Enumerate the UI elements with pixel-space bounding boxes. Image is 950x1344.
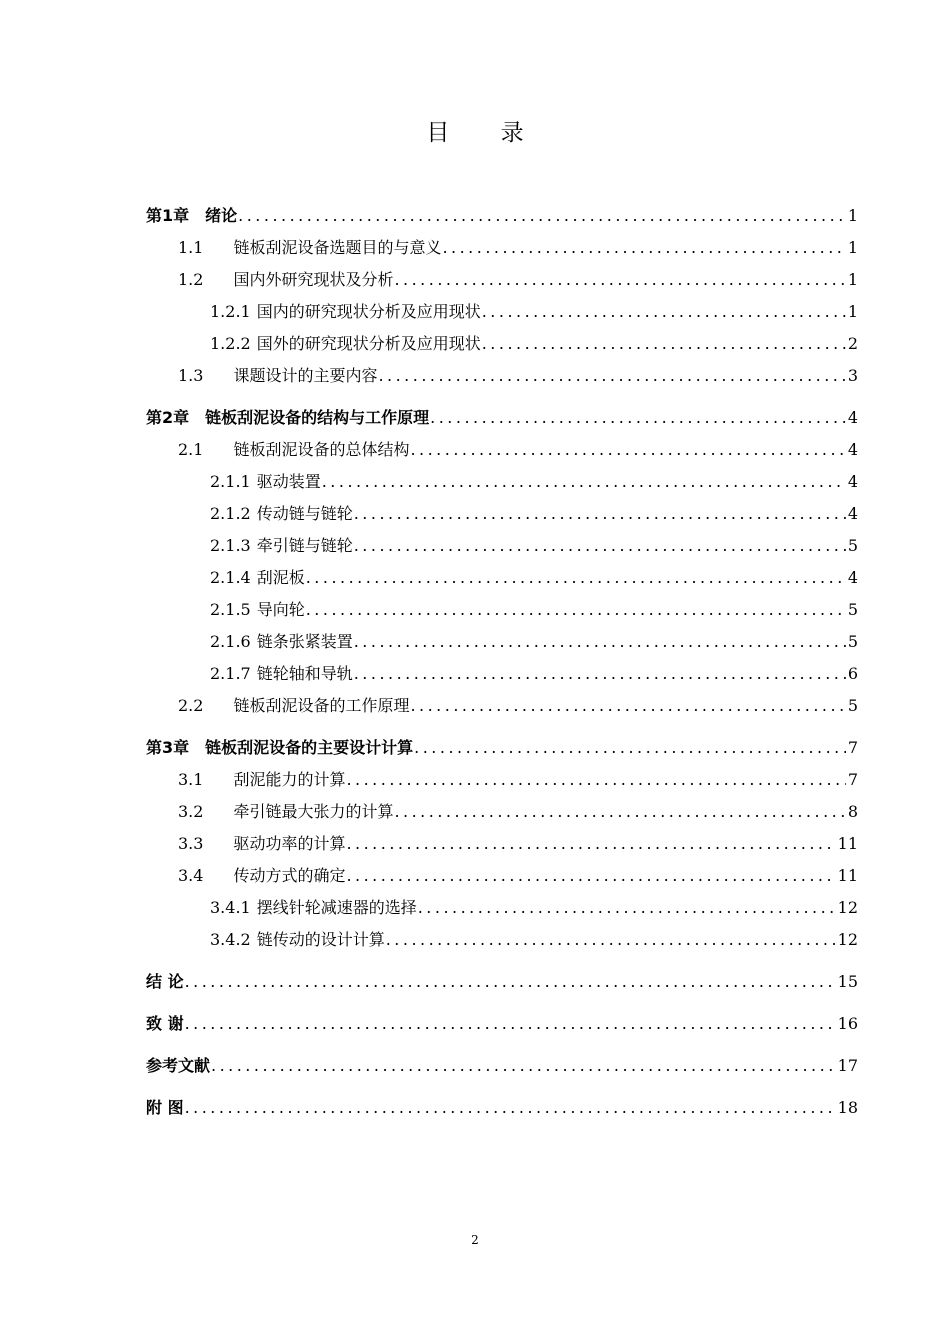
toc-entry[interactable] <box>178 796 858 822</box>
toc-entry-label <box>210 600 305 620</box>
toc-entry[interactable] <box>210 530 858 556</box>
dot-leader <box>346 866 835 886</box>
toc-entry[interactable] <box>146 1050 858 1076</box>
toc-entry-page: 11 <box>837 834 858 853</box>
toc-entry-label <box>210 536 353 556</box>
toc-entry-number: 3.3 <box>178 834 204 853</box>
dot-leader <box>410 696 845 716</box>
toc-entry-label <box>146 1056 210 1076</box>
toc-entry-label <box>210 568 305 588</box>
toc-title: 目 录 <box>426 120 546 146</box>
toc-entry-number: 2.1 <box>178 440 204 459</box>
toc-entry-text: 摆线针轮减速器的选择 <box>256 898 417 917</box>
toc-entry-page: 1 <box>847 206 858 225</box>
dot-leader <box>354 632 846 652</box>
toc-entry-label <box>178 238 441 258</box>
toc-entry[interactable] <box>210 498 858 524</box>
dot-leader <box>418 898 836 918</box>
toc-entry-page: 1 <box>847 238 858 257</box>
toc-entry-number: 2.1.3 <box>210 536 251 555</box>
toc-entry-text: 致 谢 <box>146 1014 184 1033</box>
toc-entry-page: 7 <box>847 770 858 789</box>
toc-entry-text: 传动方式的确定 <box>233 866 346 885</box>
toc-entry-number: 2.1.7 <box>210 664 251 683</box>
toc-entry-number: 2.1.2 <box>210 504 251 523</box>
toc-entry-label <box>146 738 413 758</box>
dot-leader <box>322 472 846 492</box>
toc-entry-number: 1.2.1 <box>210 302 251 321</box>
toc-entry-page: 4 <box>847 440 858 459</box>
toc-entry[interactable] <box>210 924 858 950</box>
toc-entry-label <box>178 866 345 886</box>
dot-leader <box>386 930 836 950</box>
toc-entry-label <box>210 302 481 322</box>
toc-entry-text: 导向轮 <box>256 600 305 619</box>
dot-leader <box>346 770 845 790</box>
toc-entry-page: 12 <box>837 930 858 949</box>
toc-entry-page: 4 <box>847 568 858 587</box>
toc-entry[interactable] <box>178 764 858 790</box>
toc-entry-number: 第1章 <box>146 206 190 225</box>
dot-leader <box>442 238 845 258</box>
toc-entry-text: 驱动装置 <box>256 472 321 491</box>
dot-leader <box>185 1014 836 1034</box>
dot-leader <box>482 302 846 322</box>
toc-entry-label <box>178 770 345 790</box>
toc-entry[interactable] <box>210 892 858 918</box>
dot-leader <box>185 1098 836 1118</box>
dot-leader <box>414 738 846 758</box>
toc-entry-number: 3.1 <box>178 770 204 789</box>
toc-entry-text: 结 论 <box>146 972 184 991</box>
toc-entry-text: 链轮轴和导轨 <box>256 664 353 683</box>
toc-entry-text: 牵引链最大张力的计算 <box>233 802 394 821</box>
dot-leader <box>185 972 836 992</box>
dot-leader <box>394 270 845 290</box>
toc-entry-number: 2.1.1 <box>210 472 251 491</box>
toc-entry-page: 1 <box>847 302 858 321</box>
toc-entry-text: 链板刮泥设备的主要设计计算 <box>205 738 414 757</box>
toc-entry-text: 链传动的设计计算 <box>256 930 385 949</box>
toc-entry-label <box>178 834 345 854</box>
toc-entry-number: 第2章 <box>146 408 190 427</box>
toc-entry-page: 2 <box>847 334 858 353</box>
toc-entry-number: 3.4.1 <box>210 898 251 917</box>
toc-entry-number: 1.3 <box>178 366 204 385</box>
toc-entry-page: 5 <box>847 696 858 715</box>
toc-entry[interactable] <box>210 562 858 588</box>
toc-entry-text: 绪论 <box>205 206 238 225</box>
toc-entry-label <box>210 504 353 524</box>
dot-leader <box>354 664 846 684</box>
toc-entry-text: 牵引链与链轮 <box>256 536 353 555</box>
toc-entry-text: 链板刮泥设备的总体结构 <box>233 440 410 459</box>
toc-entry-page: 4 <box>847 472 858 491</box>
toc-entry-page: 5 <box>847 600 858 619</box>
toc-entry-page: 12 <box>837 898 858 917</box>
toc-entry-page: 15 <box>837 972 858 991</box>
toc-entry-page: 8 <box>847 802 858 821</box>
toc-entry-label <box>178 696 409 716</box>
dot-leader <box>378 366 845 386</box>
toc-entry-label <box>210 930 385 950</box>
toc-entry-page: 4 <box>847 504 858 523</box>
toc-entry-page: 6 <box>847 664 858 683</box>
toc-entry-text: 课题设计的主要内容 <box>233 366 378 385</box>
toc-entry[interactable] <box>210 466 858 492</box>
toc-entry-page: 7 <box>847 738 858 757</box>
toc-entry-text: 链板刮泥设备的结构与工作原理 <box>205 408 430 427</box>
toc-entry-label <box>210 472 321 492</box>
toc-entry-text: 附 图 <box>146 1098 184 1117</box>
toc-entry-page: 16 <box>837 1014 858 1033</box>
toc-entry[interactable] <box>178 434 858 460</box>
toc-entry-text: 国外的研究现状分析及应用现状 <box>256 334 481 353</box>
toc-entry[interactable] <box>146 732 858 758</box>
dot-leader <box>346 834 835 854</box>
toc-entry[interactable] <box>210 658 858 684</box>
dot-leader <box>354 536 846 556</box>
toc-entry-label <box>178 366 377 386</box>
toc-entry[interactable] <box>178 690 858 716</box>
toc-entry-number: 1.2 <box>178 270 204 289</box>
toc-entry-label <box>146 408 429 428</box>
toc-entry-label <box>210 664 353 684</box>
toc-entry-label <box>210 632 353 652</box>
toc-entry-label <box>178 440 409 460</box>
toc-entry-text: 传动链与链轮 <box>256 504 353 523</box>
dot-leader <box>394 802 845 822</box>
dot-leader <box>211 1056 836 1076</box>
dot-leader <box>430 408 846 428</box>
toc-entry-number: 第3章 <box>146 738 190 757</box>
toc-entry-label <box>210 898 417 918</box>
toc-entry-text: 驱动功率的计算 <box>233 834 346 853</box>
toc-entry-text: 刮泥能力的计算 <box>233 770 346 789</box>
toc-entry-page: 18 <box>837 1098 858 1117</box>
toc-entry-label <box>146 972 184 992</box>
toc-entry[interactable] <box>178 360 858 386</box>
toc-entry-number: 2.2 <box>178 696 204 715</box>
toc-entry-text: 刮泥板 <box>256 568 305 587</box>
toc-entry-text: 国内的研究现状分析及应用现状 <box>256 302 481 321</box>
toc-entry-number: 2.1.6 <box>210 632 251 651</box>
toc-entry[interactable] <box>178 232 858 258</box>
toc-entry-label <box>178 802 393 822</box>
dot-leader <box>238 206 846 226</box>
toc-entry[interactable] <box>210 328 858 354</box>
toc-entry-label <box>210 334 481 354</box>
toc-entry[interactable] <box>210 626 858 652</box>
toc-entry[interactable] <box>146 200 858 226</box>
toc-entry-number: 3.2 <box>178 802 204 821</box>
toc-entry-text: 链板刮泥设备的工作原理 <box>233 696 410 715</box>
toc-entry-page: 5 <box>847 632 858 651</box>
dot-leader <box>306 568 846 588</box>
toc-entry-page: 1 <box>847 270 858 289</box>
toc-entry-text: 国内外研究现状及分析 <box>233 270 394 289</box>
toc-entry[interactable] <box>210 594 858 620</box>
toc-entry[interactable] <box>178 860 858 886</box>
toc-entry[interactable] <box>178 828 858 854</box>
toc-entry-number: 1.2.2 <box>210 334 251 353</box>
toc-entry-text: 参考文献 <box>146 1056 211 1075</box>
toc-entry-text: 链条张紧装置 <box>256 632 353 651</box>
toc-entry-number: 2.1.5 <box>210 600 251 619</box>
toc-entry[interactable] <box>146 966 858 992</box>
toc-entry-page: 3 <box>847 366 858 385</box>
toc-entry-number: 3.4 <box>178 866 204 885</box>
dot-leader <box>306 600 846 620</box>
page-number: 2 <box>471 1233 479 1247</box>
toc-entry-page: 5 <box>847 536 858 555</box>
toc-entry[interactable] <box>178 264 858 290</box>
toc-entry[interactable] <box>210 296 858 322</box>
toc-entry[interactable] <box>146 1092 858 1118</box>
toc-entry-page: 11 <box>837 866 858 885</box>
toc-entry-label <box>146 1098 184 1118</box>
toc-entry[interactable] <box>146 402 858 428</box>
toc-entry[interactable] <box>146 1008 858 1034</box>
dot-leader <box>354 504 846 524</box>
toc-entry-page: 17 <box>837 1056 858 1075</box>
toc-entry-label <box>146 206 237 226</box>
toc-entry-number: 2.1.4 <box>210 568 251 587</box>
toc-entry-text: 链板刮泥设备选题目的与意义 <box>233 238 442 257</box>
toc-entry-number: 3.4.2 <box>210 930 251 949</box>
dot-leader <box>482 334 846 354</box>
toc-entry-label <box>178 270 393 290</box>
toc-entry-number: 1.1 <box>178 238 204 257</box>
toc-entry-page: 4 <box>847 408 858 427</box>
toc-entry-label <box>146 1014 184 1034</box>
dot-leader <box>410 440 845 460</box>
